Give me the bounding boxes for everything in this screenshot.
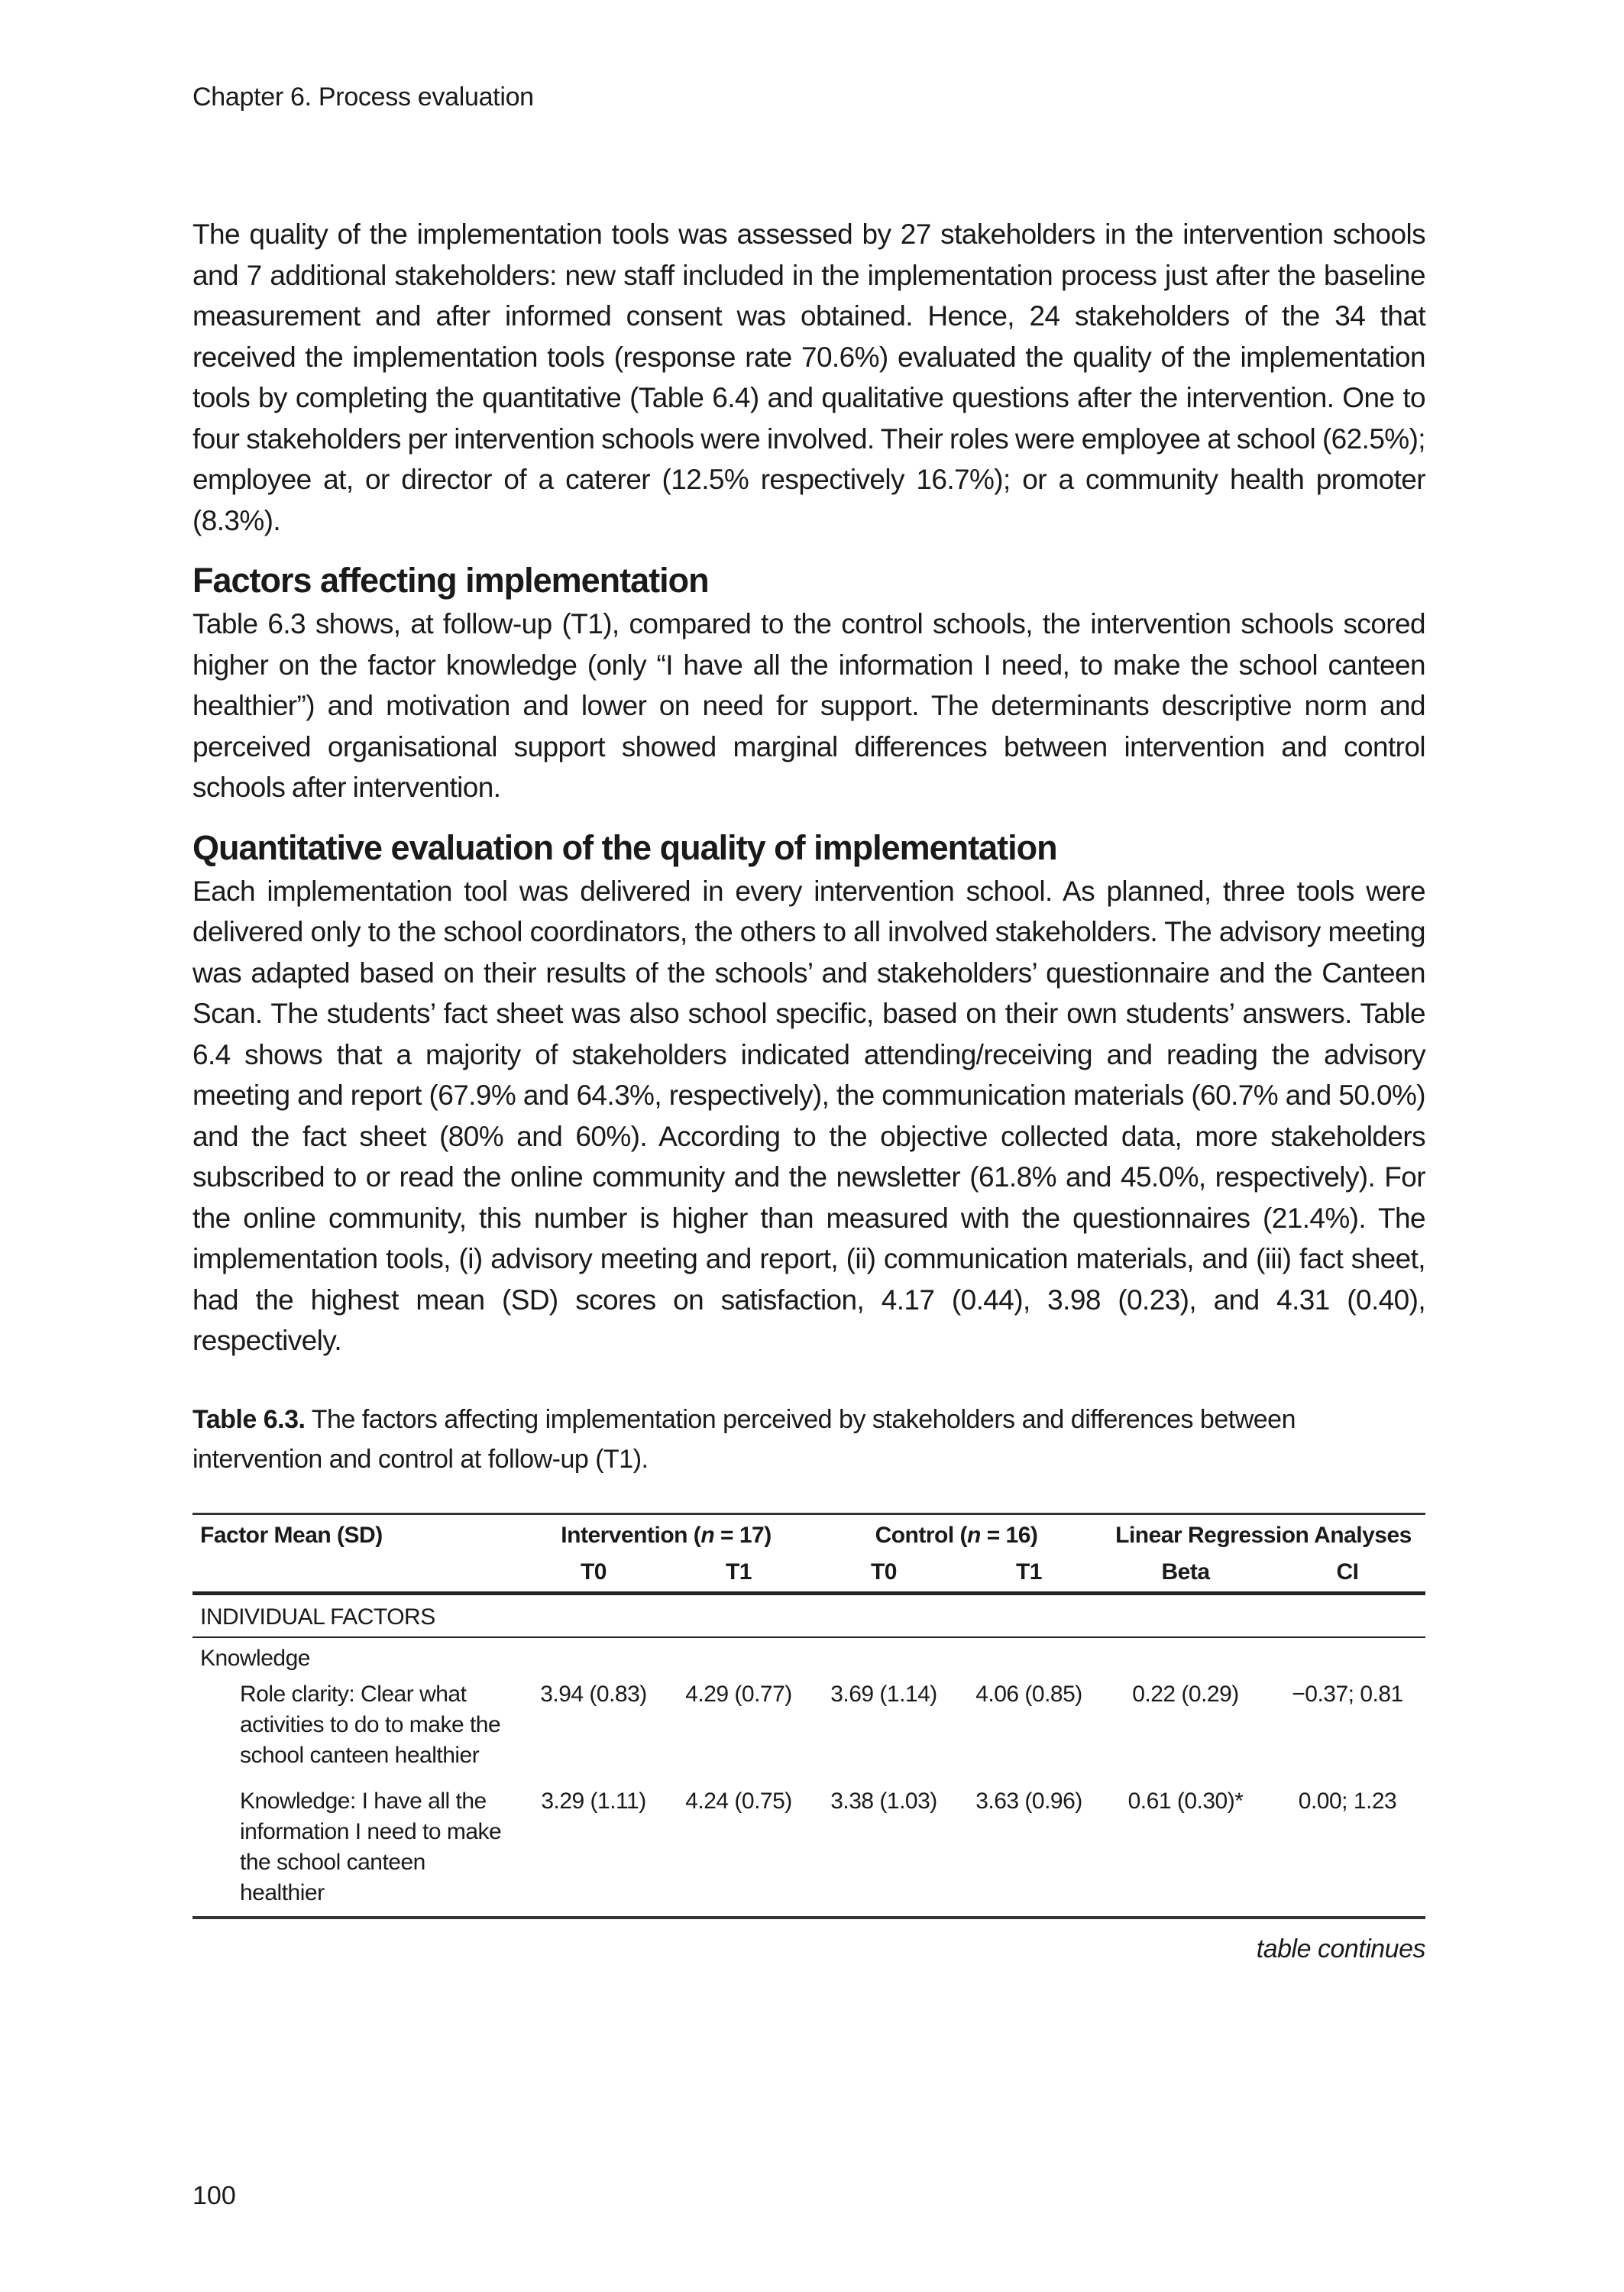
header-regression: Linear Regression Analyses [1102,1513,1425,1553]
row-label: Role clarity: Clear what activities to do to make the school canteen healthier [240,1681,501,1768]
paragraph-quantitative: Each implementation tool was delivered in every intervention school. As planned, three tools were delivered only to the school coordinators, the others to all involved stakeholders. The advisory meeting was adapted based on their results of the schools’ and stakeholders’ questionnaire and the Canteen Scan. The students’ fact sheet was also school specific, based on their own students’ answers. Table 6.4 shows that a majority of stakeholders indicated attending/receiving and reading the advisory meeting and report (67.9% and 64.3%, respectively), the communication materials (60.7% and 50.0%) and the fact sheet (80% and 60%). According to the objective collected data, more stakeholders subscribed to or read the online community and the newsletter (61.8% and 45.0%, respectively). For the online community, this number is higher than measured with the questionnaires (21.4%). The implementation tools, (i) advisory meeting and report, (ii) communication materials, and (iii) fact sheet, had the highest mean (SD) scores on satisfaction, 4.17 (0.44), 3.98 (0.23), and 4.31 (0.40), respectively. [192,875,1425,1356]
cell-beta: 0.61 (0.30)* [1102,1782,1270,1918]
cell-beta: 0.22 (0.29) [1132,1681,1239,1707]
table-subheader-row [192,1553,1425,1594]
header-ctl-t0: T0 [811,1553,956,1594]
group-label: INDIVIDUAL FACTORS [192,1593,1425,1637]
page-content [192,214,1425,1964]
cell-ctl-t1: 4.06 (0.85) [975,1681,1082,1707]
header-factor: Factor Mean (SD) [192,1513,521,1553]
factors-table [192,1513,1425,1919]
cell-ctl-t1: 3.63 (0.96) [956,1782,1102,1918]
cell-int-t1: 4.29 (0.77) [685,1681,792,1707]
cell-int-t0: 3.29 (1.11) [521,1782,666,1918]
paragraph-intro: The quality of the implementation tools was assessed by 27 stakeholders in the intervention schools and 7 additional stakeholders: new staff included in the implementation process just after the baseline measurement and after informed consent was obtained. Hence, 24 stakeholders of the 34 that received the implementation tools (response rate 70.6%) evaluated the quality of the implementation tools by completing the quantitative (Table 6.4) and qualitative questions after the intervention. One to four stakeholders per intervention schools were involved. Their roles were employee at school (62.5%); employee at, or director of a caterer (12.5% respectively 16.7%); or a community health promoter (8.3%). [192,219,1425,536]
table-caption-text: The factors affecting implementation perceived by stakeholders and differences between intervention and control at follow-up (T1). [192,1404,1296,1474]
header-int-t1: T1 [666,1553,811,1594]
chapter-title: Process evaluation [318,83,534,112]
chapter-label: Chapter 6. [192,83,312,112]
table-row [192,1782,1425,1918]
cell-int-t0: 3.94 (0.83) [540,1681,647,1707]
paragraph-factors: Table 6.3 shows, at follow-up (T1), compared to the control schools, the intervention schools scored higher on the factor knowledge (only “I have all the information I need, to make the school canteen healthier”) and motivation and lower on need for support. The determinants descriptive norm and perceived organisational support showed marginal differences between intervention and control schools after intervention. [192,608,1425,803]
header-beta: Beta [1102,1553,1270,1594]
header-control: Control (n = 16) [811,1513,1102,1553]
page-number: 100 [192,2181,236,2210]
table-row [192,1675,1425,1782]
table-header-row [192,1513,1425,1553]
header-ci: CI [1270,1553,1425,1594]
header-ctl-t1: T1 [956,1553,1102,1594]
heading-quantitative: Quantitative evaluation of the quality of implementation [192,827,1057,867]
cell-ctl-t0: 3.69 (1.14) [830,1681,937,1707]
header-empty [192,1553,521,1594]
header-intervention: Intervention (n = 17) [521,1513,811,1553]
table-caption [192,1400,1425,1479]
running-header [192,83,534,112]
cell-int-t1: 4.24 (0.75) [666,1782,811,1918]
table-continues-note: table continues [1256,1934,1425,1963]
row-label: Knowledge: I have all the information I need to make the school canteen healthier [192,1782,521,1918]
table-caption-label: Table 6.3. [192,1404,306,1434]
cell-ci: 0.00; 1.23 [1270,1782,1425,1918]
table-subgroup-row [192,1637,1425,1675]
cell-ci: −0.37; 0.81 [1292,1681,1403,1707]
table-group-row [192,1593,1425,1637]
subgroup-label: Knowledge [200,1645,310,1671]
heading-factors: Factors affecting implementation [192,561,709,600]
header-int-t0: T0 [521,1553,666,1594]
cell-ctl-t0: 3.38 (1.03) [811,1782,956,1918]
